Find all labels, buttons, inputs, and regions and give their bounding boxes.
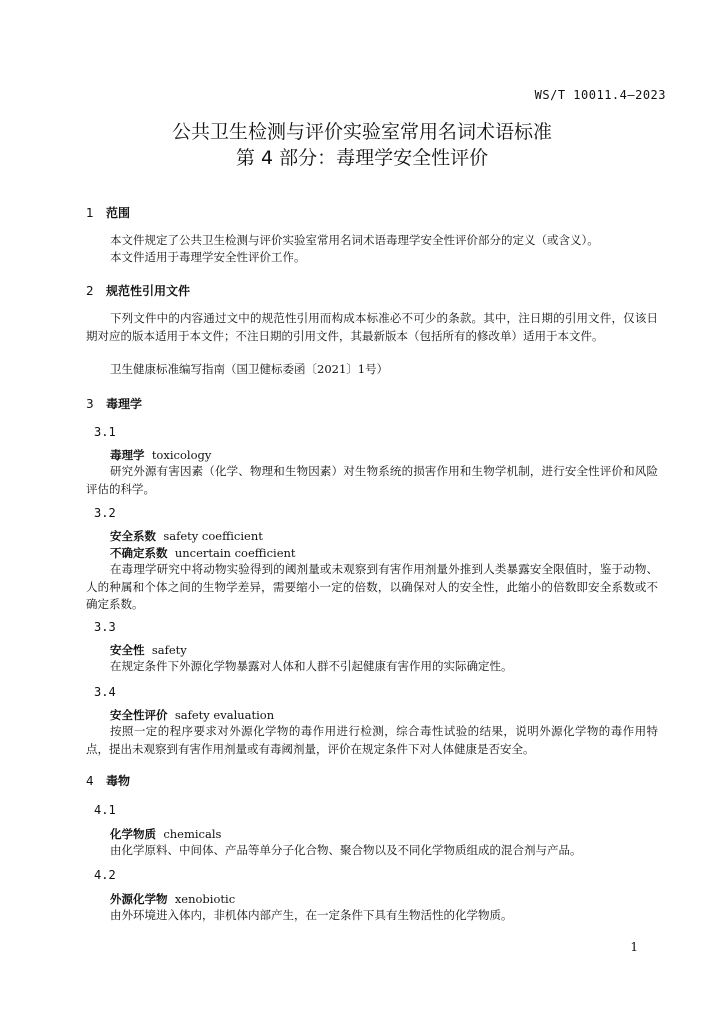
- section-number: 2: [86, 284, 94, 298]
- term-definition: 由外环境进入体内，非机体内部产生，在一定条件下具有生物活性的化学物质。: [110, 908, 513, 922]
- term-english: xenobiotic: [174, 892, 236, 906]
- term-number: 3.1: [94, 425, 116, 439]
- term-english: safety evaluation: [174, 708, 275, 722]
- term-entry: [110, 528, 263, 544]
- term-number: 4.2: [94, 868, 116, 882]
- paragraph: 本文件规定了公共卫生检测与评价实验室常用名词术语毒理学安全性评价部分的定义（或含义）。: [110, 233, 599, 247]
- section-heading-toxicants: [86, 772, 130, 789]
- term-english: uncertain coefficient: [174, 546, 296, 560]
- term-english: chemicals: [163, 827, 222, 841]
- term-entry: [110, 642, 187, 658]
- section-heading-normative-references: [86, 282, 190, 299]
- term-chinese: 不确定系数: [110, 546, 168, 560]
- term-chinese: 外源化学物: [110, 892, 168, 906]
- document-subtitle: 第 4 部分：毒理学安全性评价: [235, 147, 489, 169]
- section-number: 1: [86, 206, 94, 220]
- term-english: safety coefficient: [163, 529, 263, 543]
- term-definition: 在毒理学研究中将动物实验得到的阈剂量或未观察到有害作用剂量外推到人类暴露安全限值时，鉴于动物、人的种属和个体之间的生物学差异，需要缩小一定的倍数，以确保对人的安全性，此缩小的倍数即安全系数或不确定系数。: [86, 562, 658, 611]
- term-entry: [110, 826, 221, 842]
- section-heading-scope: [86, 204, 130, 221]
- term-definition: 在规定条件下外源化学物暴露对人体和人群不引起健康有害作用的实际确定性。: [110, 659, 513, 673]
- section-title: 规范性引用文件: [106, 284, 191, 298]
- term-chinese: 安全系数: [110, 529, 156, 543]
- term-definition: 按照一定的程序要求对外源化学物的毒作用进行检测，综合毒性试验的结果，说明外源化学物的毒作用特点，提出未观察到有害作用剂量或有毒阈剂量，评价在规定条件下对人体健康是否安全。: [86, 724, 658, 756]
- section-title: 毒物: [106, 774, 131, 788]
- term-entry: [110, 891, 235, 907]
- section-heading-toxicology: [86, 395, 142, 412]
- term-chinese: 安全性: [110, 643, 145, 657]
- term-number: 3.3: [94, 620, 116, 634]
- section-number: 4: [86, 774, 94, 788]
- term-chinese: 安全性评价: [110, 708, 168, 722]
- referenced-document: 卫生健康标准编写指南（国卫健标委函〔2021〕1号）: [110, 362, 389, 376]
- paragraph: 下列文件中的内容通过文中的规范性引用而构成本标准必不可少的条款。其中，注日期的引用文件，仅该日期对应的版本适用于本文件；不注日期的引用文件，其最新版本（包括所有的修改单）适用于本文件。: [86, 311, 658, 343]
- term-entry: [110, 707, 274, 723]
- standard-code: WS/T 10011.4—2023: [534, 88, 666, 102]
- page-number: 1: [630, 940, 638, 954]
- term-chinese: 毒理学: [110, 448, 145, 462]
- term-entry: [110, 447, 211, 463]
- term-number: 4.1: [94, 803, 116, 817]
- paragraph: 本文件适用于毒理学安全性评价工作。: [110, 250, 306, 264]
- section-title: 范围: [106, 206, 131, 220]
- term-number: 3.4: [94, 685, 116, 699]
- term-number: 3.2: [94, 506, 116, 520]
- term-entry-synonym: [110, 545, 296, 561]
- section-number: 3: [86, 397, 94, 411]
- section-title: 毒理学: [106, 397, 143, 411]
- document-title: 公共卫生检测与评价实验室常用名词术语标准: [171, 121, 552, 143]
- term-english: toxicology: [151, 448, 212, 462]
- term-definition: 研究外源有害因素（化学、物理和生物因素）对生物系统的损害作用和生物学机制，进行安全性评价和风险评估的科学。: [86, 464, 658, 496]
- term-english: safety: [151, 643, 187, 657]
- term-chinese: 化学物质: [110, 827, 156, 841]
- term-definition: 由化学原料、中间体、产品等单分子化合物、聚合物以及不同化学物质组成的混合剂与产品。: [110, 843, 582, 857]
